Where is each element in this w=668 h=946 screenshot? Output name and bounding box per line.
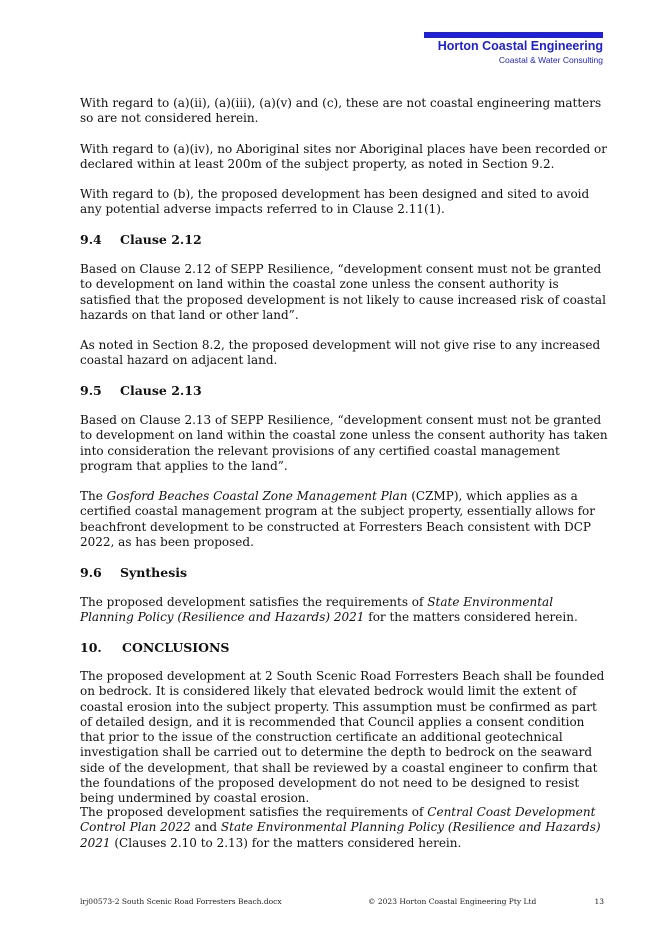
text-run: The proposed development satisfies the requirements of bbox=[80, 595, 428, 609]
paragraph-2: With regard to (a)(iv), no Aboriginal sites nor Aboriginal places have been recorded or declared within at least 200m of the subject property, as noted in Section 9.2. bbox=[80, 142, 608, 172]
paragraph-6: Based on Clause 2.13 of SEPP Resilience, “development consent must not be granted to development on land within the coastal zone unless the consent authority has taken into consideration the relevant provisions of any certified coastal management program that applies to the land”. bbox=[80, 413, 608, 473]
company-name: Horton Coastal Engineering bbox=[437, 39, 603, 53]
heading-number: 9.4 bbox=[80, 232, 102, 247]
company-tagline: Coastal & Water Consulting bbox=[498, 55, 603, 65]
heading-number: 10. bbox=[80, 640, 102, 655]
heading-9-4 bbox=[80, 232, 202, 247]
text-run: (Clauses 2.10 to 2.13) for the matters considered herein. bbox=[110, 835, 462, 850]
heading-9-5 bbox=[80, 383, 202, 398]
plan-title-italic: Central Coast Development Control Plan 2022 bbox=[80, 805, 596, 835]
text-run: and bbox=[190, 820, 221, 835]
text-run: The bbox=[80, 489, 107, 503]
paragraph-7 bbox=[80, 489, 608, 550]
header-accent-bar bbox=[424, 32, 603, 38]
heading-title: Clause 2.12 bbox=[120, 232, 202, 247]
text-run: (CZMP), which applies as a certified coastal management program at the subject property, essentially allows for beachfront development to be constructed at Forresters Beach consistent with DCP 2022, as has been proposed. bbox=[80, 489, 595, 549]
policy-title-italic: State Environmental Planning Policy (Resilience and Hazards) 2021 bbox=[80, 820, 601, 850]
paragraph-10 bbox=[80, 805, 608, 851]
heading-title: CONCLUSIONS bbox=[122, 640, 230, 655]
text-run: The proposed development satisfies the requirements of bbox=[80, 805, 428, 819]
heading-title: Synthesis bbox=[120, 565, 188, 580]
footer-page-number: 13 bbox=[594, 897, 604, 906]
paragraph-8 bbox=[80, 595, 608, 626]
text-run: for the matters considered herein. bbox=[364, 610, 578, 625]
heading-10 bbox=[80, 640, 229, 655]
paragraph-5: As noted in Section 8.2, the proposed development will not give rise to any increased coastal hazard on adjacent land. bbox=[80, 338, 601, 368]
heading-number: 9.6 bbox=[80, 565, 102, 580]
paragraph-3: With regard to (b), the proposed development has been designed and sited to avoid any potential adverse impacts referred to in Clause 2.11(1). bbox=[80, 187, 590, 217]
heading-9-6 bbox=[80, 565, 187, 580]
heading-number: 9.5 bbox=[80, 383, 102, 398]
document-title-italic: Gosford Beaches Coastal Zone Management Plan bbox=[106, 489, 408, 503]
paragraph-9: The proposed development at 2 South Scenic Road Forresters Beach shall be founded on bedrock. It is considered likely that elevated bedrock would limit the extent of coastal erosion into the subject property. This assumption must be confirmed as part of detailed design, and it is recommended that Council applies a consent condition that prior to the issue of the construction certificate an additional geotechnical investigation shall be carried out to determine the depth to bedrock on the seaward side of the development, that shall be reviewed by a coastal engineer to confirm that the foundations of the proposed development do not need to be designed to resist being undermined by coastal erosion. bbox=[80, 669, 605, 806]
footer-copyright: © 2023 Horton Coastal Engineering Pty Ltd bbox=[368, 897, 537, 906]
policy-title-italic: State Environmental Planning Policy (Resilience and Hazards) 2021 bbox=[80, 595, 554, 625]
paragraph-1: With regard to (a)(ii), (a)(iii), (a)(v) and (c), these are not coastal engineering matters so are not considered herein. bbox=[80, 96, 602, 126]
heading-title: Clause 2.13 bbox=[120, 383, 202, 398]
footer-filename: lrj00573-2 South Scenic Road Forresters Beach.docx bbox=[80, 897, 282, 906]
paragraph-4: Based on Clause 2.12 of SEPP Resilience, “development consent must not be granted to development on land within the coastal zone unless the consent authority is satisfied that the proposed development is not likely to cause increased risk of coastal hazards on that land or other land”. bbox=[80, 262, 606, 322]
